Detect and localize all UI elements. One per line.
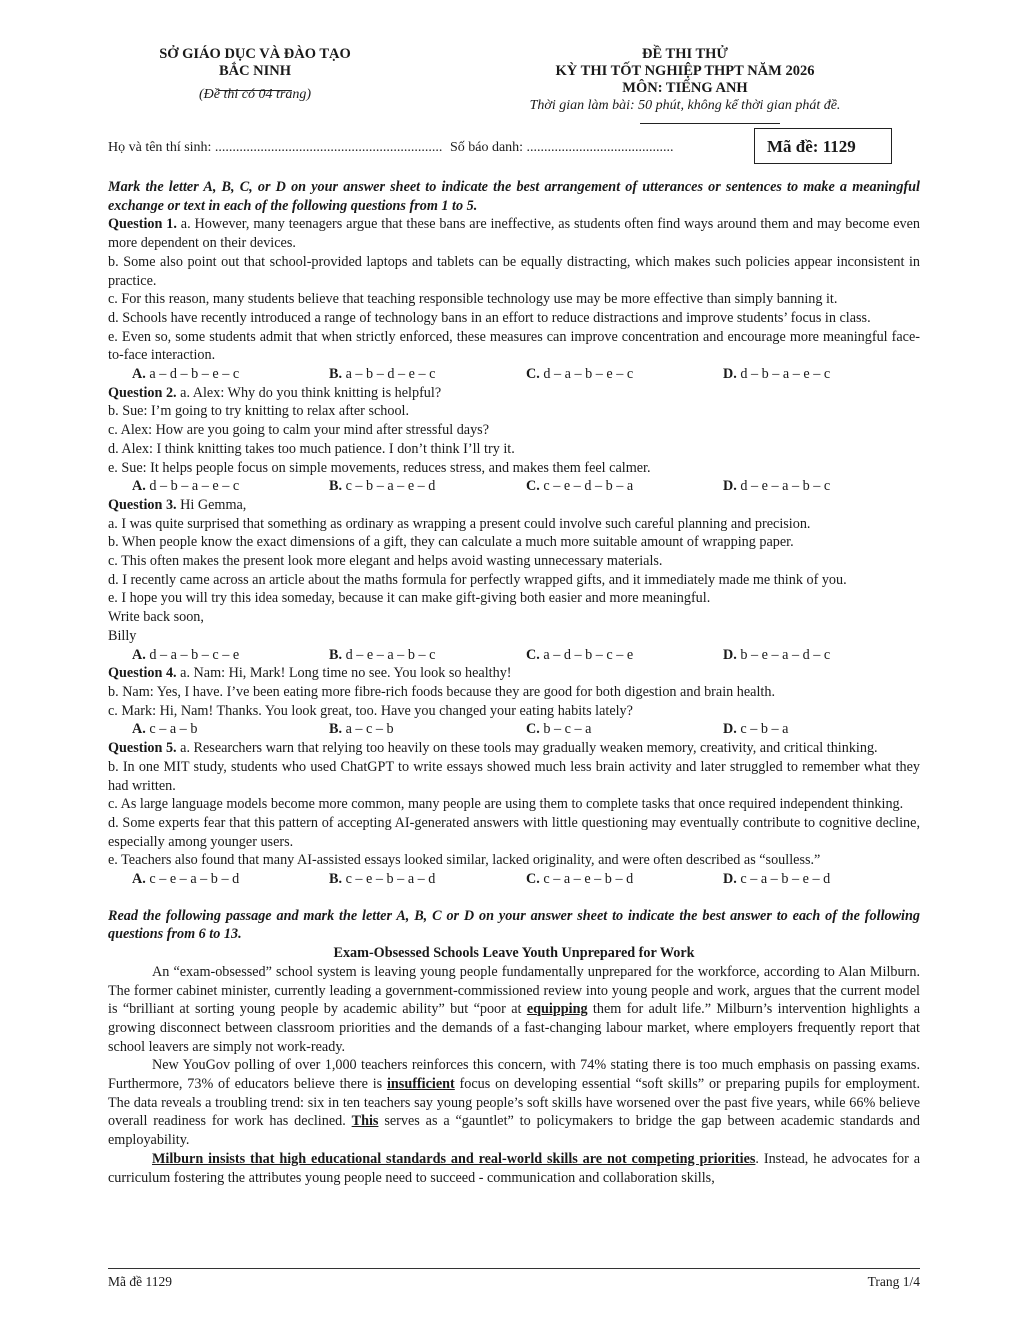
q3-sentence-a: a. I was quite surprised that something as ordinary as wrapping a present could involve such careful planning and precision.: [108, 515, 811, 532]
q2-option-a[interactable]: A. d – b – a – e – c: [132, 478, 240, 495]
passage-title: Exam-Obsessed Schools Leave Youth Unprepared for Work: [333, 945, 695, 962]
q5-option-b[interactable]: B. c – e – b – a – d: [329, 871, 436, 888]
underlined-word-insufficient: insufficient: [386, 1076, 455, 1093]
q3-option-b[interactable]: B. d – e – a – b – c: [329, 646, 436, 663]
q3-closing: Write back soon,: [108, 609, 204, 626]
q3-greeting: Hi Gemma,: [180, 496, 247, 513]
q3-sentence-b: b. When people know the exact dimensions of a gift, they can calculate a much more suitable amount of wrapping paper.: [108, 534, 794, 551]
province-name: BẮC NINH: [218, 63, 292, 79]
candidate-number-label: Số báo danh: ..........................................: [449, 140, 674, 155]
q4-option-d[interactable]: D. c – b – a: [723, 721, 789, 738]
header-right-rule: [640, 123, 780, 124]
q2-line-d: d. Alex: I think knitting takes too much patience. I don’t think I’ll try it.: [108, 440, 515, 457]
q3-sentence-d: d. I recently came across an article about the maths formula for perfectly wrapped gifts, and it immediately made me think of you.: [108, 571, 847, 588]
q2-option-d[interactable]: D. d – e – a – b – c: [723, 478, 831, 495]
q2-options: [108, 477, 920, 496]
page-number: Trang 1/4: [867, 1274, 920, 1289]
q3-sentence-c: c. This often makes the present look more elegant and helps avoid wasting unnecessary materials.: [108, 553, 663, 570]
time-note: Thời gian làm bài: 50 phút, không kể thời gian phát đề.: [529, 98, 841, 113]
question-label: Question 5.: [108, 740, 177, 757]
q4-line-c: c. Mark: Hi, Nam! Thanks. You look great, too. Have you changed your eating habits lately?: [108, 702, 633, 719]
q3-signature: Billy: [108, 627, 137, 644]
q5-option-a[interactable]: A. c – e – a – b – d: [132, 871, 240, 888]
passage-paragraph-2: New YouGov polling of over 1,000 teachers reinforces this concern, with 74% stating there is too much emphasis on passing exams. Furthermore, 73% of educators believe there is insufficient focus on developing essential “soft skills” or preparing pupils for employment. The data reveals a troubling trend: six in ten teachers say young people’s soft skills have worsened over the past five years, while 66% believe overall readiness for work has declined. This serves as a “gauntlet” to policymakers to bridge the gap between academic standards and employability.: [108, 1057, 920, 1149]
question-2: [108, 384, 920, 403]
q5-sentence-c: c. As large language models become more common, many people are using them to complete tasks that once required independent thinking.: [108, 796, 904, 813]
q5-sentence-a: a. Researchers warn that relying too heavily on these tools may gradually weaken memory, creativity, and critical thinking.: [180, 740, 878, 757]
q1-sentence-c: c. For this reason, many students believe that teaching responsible technology use may be more effective than simply banning it.: [108, 291, 838, 308]
q5-options: [108, 870, 920, 889]
q5-option-c[interactable]: C. c – a – e – b – d: [526, 871, 634, 888]
department-name: SỞ GIÁO DỤC VÀ ĐÀO TẠO: [159, 46, 351, 62]
q2-line-a: a. Alex: Why do you think knitting is helpful?: [180, 384, 442, 401]
q1-option-a[interactable]: A. a – d – b – e – c: [132, 366, 240, 383]
q1-options: [108, 365, 920, 384]
q4-option-c[interactable]: C. b – c – a: [526, 721, 592, 738]
q4-option-b[interactable]: B. a – c – b: [329, 721, 394, 738]
question-3: [108, 496, 920, 515]
section-gap: [108, 889, 920, 907]
underlined-word-equipping: equipping: [526, 1001, 588, 1018]
passage-paragraph-3: Milburn insists that high educational standards and real-world skills are not competing priorities. Instead, he advocates for a curriculum fostering the attributes young people need to succeed - communication and collaboration skills,: [108, 1150, 921, 1186]
footer-exam-code: Mã đề 1129: [108, 1274, 172, 1289]
section2-instruction: Read the following passage and mark the letter A, B, C or D on your answer sheet to indicate the best answer to each of the following questions from 6 to 13.: [108, 907, 920, 943]
q1-sentence-d: d. Schools have recently introduced a range of technology bans in an effort to reduce distractions and improve students’ focus in class.: [108, 309, 871, 326]
candidate-info-row: [108, 140, 674, 156]
q4-options: [108, 720, 920, 739]
q2-line-b: b. Sue: I’m going to try knitting to relax after school.: [108, 403, 410, 420]
subject: MÔN: TIẾNG ANH: [622, 80, 748, 96]
q4-line-b: b. Nam: Yes, I have. I’ve been eating more fibre-rich foods because they are good for both digestion and brain health.: [108, 683, 775, 700]
q1-sentence-b: b. Some also point out that school-provided laptops and tablets can be equally distracting, which makes such policies appear inconsistent in practice.: [108, 253, 920, 289]
q2-option-c[interactable]: C. c – e – d – b – a: [526, 478, 634, 495]
q2-line-c: c. Alex: How are you going to calm your mind after stressful days?: [108, 422, 489, 439]
page-count-note: (Đề thi có 04 trang): [199, 87, 311, 102]
question-1: [108, 215, 920, 252]
q2-option-b[interactable]: B. c – b – a – e – d: [329, 478, 436, 495]
q3-sentence-e: e. I hope you will try this idea someday, because it can make gift-giving both easier and more meaningful.: [108, 590, 711, 607]
q3-option-c[interactable]: C. a – d – b – c – e: [526, 646, 634, 663]
header-left: [130, 46, 380, 103]
footer-rule: [108, 1268, 920, 1269]
underlined-word-this: This: [351, 1113, 379, 1130]
question-label: Question 2.: [108, 384, 177, 401]
q5-sentence-e: e. Teachers also found that many AI-assisted essays looked similar, lacked originality, and were often described as “soulless.”: [108, 852, 821, 869]
q1-sentence-a: a. However, many teenagers argue that these bans are ineffective, as students often find ways around them and may become even more dependent on their devices.: [108, 216, 920, 252]
header-left-rule: [218, 90, 292, 91]
question-label: Question 1.: [108, 216, 177, 233]
passage-paragraph-1: An “exam-obsessed” school system is leaving young people fundamentally unprepared for the workforce, according to Alan Milburn. The former cabinet minister, currently leading a government-commissioned review into young people and work, argues that the current model is “brilliant at sorting young people by academic ability” but “poor at equipping them for adult life.” Milburn’s intervention highlights a growing disconnect between classroom priorities and the demands of a fast-changing labour market, where employers frequently report that school leavers are simply not work-ready.: [108, 963, 920, 1055]
question-5: [108, 739, 920, 758]
q1-option-b[interactable]: B. a – b – d – e – c: [329, 366, 436, 383]
page-footer: [108, 1274, 920, 1290]
q1-sentence-e: e. Even so, some students admit that when strictly enforced, these measures can improve concentration and encourage more meaningful face-to-face interaction.: [108, 328, 920, 364]
exam-body: [108, 178, 920, 1187]
exam-code-box: Mã đề: 1129: [754, 128, 892, 164]
q3-option-d[interactable]: D. b – e – a – d – c: [723, 646, 831, 663]
q4-option-a[interactable]: A. c – a – b: [132, 721, 198, 738]
q4-line-a: a. Nam: Hi, Mark! Long time no see. You look so healthy!: [180, 665, 512, 682]
q3-option-a[interactable]: A. d – a – b – c – e: [132, 646, 240, 663]
q5-option-d[interactable]: D. c – a – b – e – d: [723, 871, 831, 888]
question-label: Question 3.: [108, 496, 177, 513]
q2-line-e: e. Sue: It helps people focus on simple movements, reduces stress, and makes them feel calmer.: [108, 459, 651, 476]
question-4: [108, 664, 920, 683]
q3-options: [108, 646, 920, 665]
exam-type: ĐỀ THI THỬ: [642, 46, 728, 62]
underlined-sentence-milburn: Milburn insists that high educational standards and real-world skills are not competing priorities: [152, 1150, 756, 1167]
exam-name: KỲ THI TỐT NGHIỆP THPT NĂM 2026: [555, 63, 815, 79]
header-right: [470, 46, 900, 114]
q5-sentence-b: b. In one MIT study, students who used ChatGPT to write essays showed much less brain activity and later struggled to remember what they had written.: [108, 758, 920, 794]
q1-option-d[interactable]: D. d – b – a – e – c: [723, 366, 831, 383]
q5-sentence-d: d. Some experts fear that this pattern of accepting AI-generated answers with little questioning may eventually contribute to cognitive decline, especially among younger users.: [108, 814, 920, 850]
section1-instruction: Mark the letter A, B, C, or D on your answer sheet to indicate the best arrangement of utterances or sentences to make a meaningful exchange or text in each of the following questions from 1 to 5.: [108, 179, 920, 214]
candidate-name-label: Họ và tên thí sinh: .................................................................: [108, 140, 443, 155]
q1-option-c[interactable]: C. d – a – b – e – c: [526, 366, 634, 383]
question-label: Question 4.: [108, 665, 177, 682]
